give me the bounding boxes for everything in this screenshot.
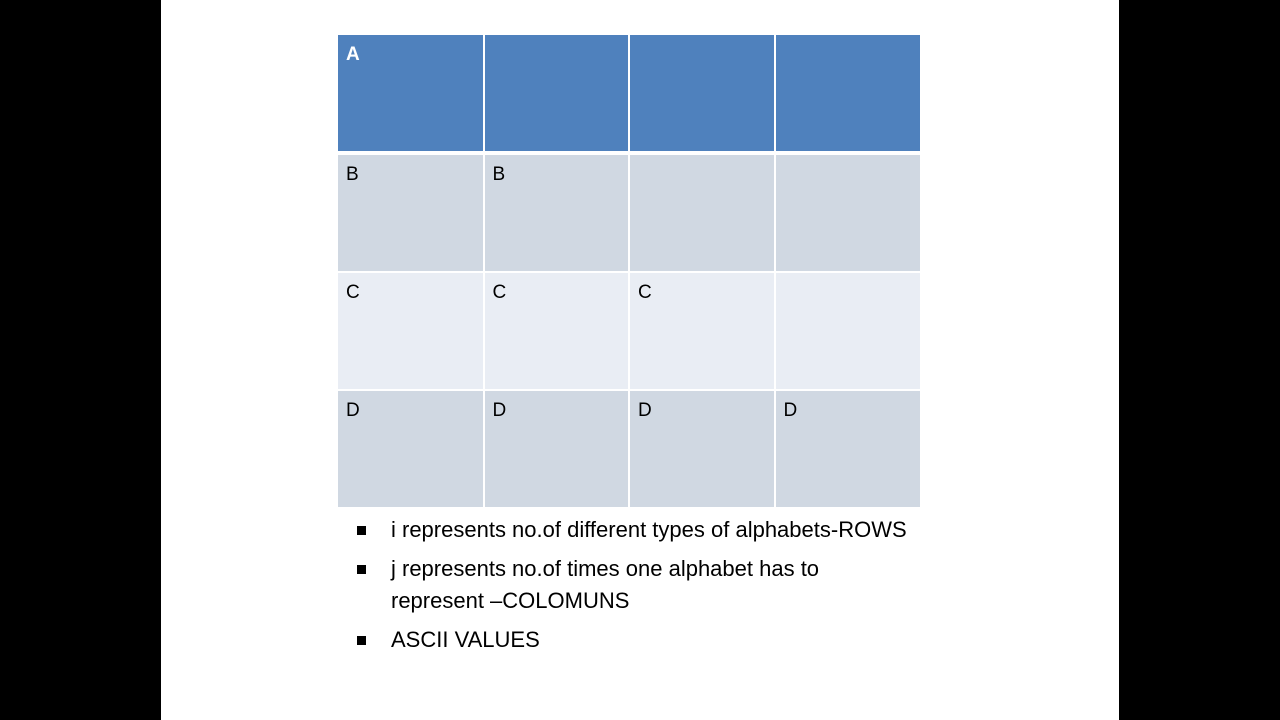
table-cell: C <box>629 272 775 390</box>
table-row <box>338 390 920 507</box>
table-cell <box>484 35 630 153</box>
bullet-text: i represents no.of different types of alphabets-ROWS <box>391 517 907 542</box>
pattern-table <box>338 35 920 507</box>
bullet-text: ASCII VALUES <box>391 627 540 652</box>
table-cell: B <box>338 153 484 272</box>
bullet-item <box>351 514 911 546</box>
table-cell <box>775 35 921 153</box>
table-cell <box>775 153 921 272</box>
table-row <box>338 272 920 390</box>
table-cell: D <box>484 390 630 507</box>
table-cell: D <box>338 390 484 507</box>
bullet-item <box>351 553 911 617</box>
table-cell <box>775 272 921 390</box>
square-bullet-icon <box>357 565 366 574</box>
table-cell: C <box>338 272 484 390</box>
bullet-item <box>351 624 911 656</box>
table-row <box>338 35 920 153</box>
table-cell: D <box>775 390 921 507</box>
square-bullet-icon <box>357 526 366 535</box>
table-cell <box>629 35 775 153</box>
bullet-text: j represents no.of times one alphabet has to represent –COLOMUNS <box>391 556 820 613</box>
slide <box>161 0 1119 720</box>
table-cell: B <box>484 153 630 272</box>
table-cell: D <box>629 390 775 507</box>
square-bullet-icon <box>357 636 366 645</box>
table-cell <box>629 153 775 272</box>
table-cell: A <box>338 35 484 153</box>
table-row <box>338 153 920 272</box>
table-cell: C <box>484 272 630 390</box>
bullet-list <box>351 514 911 663</box>
